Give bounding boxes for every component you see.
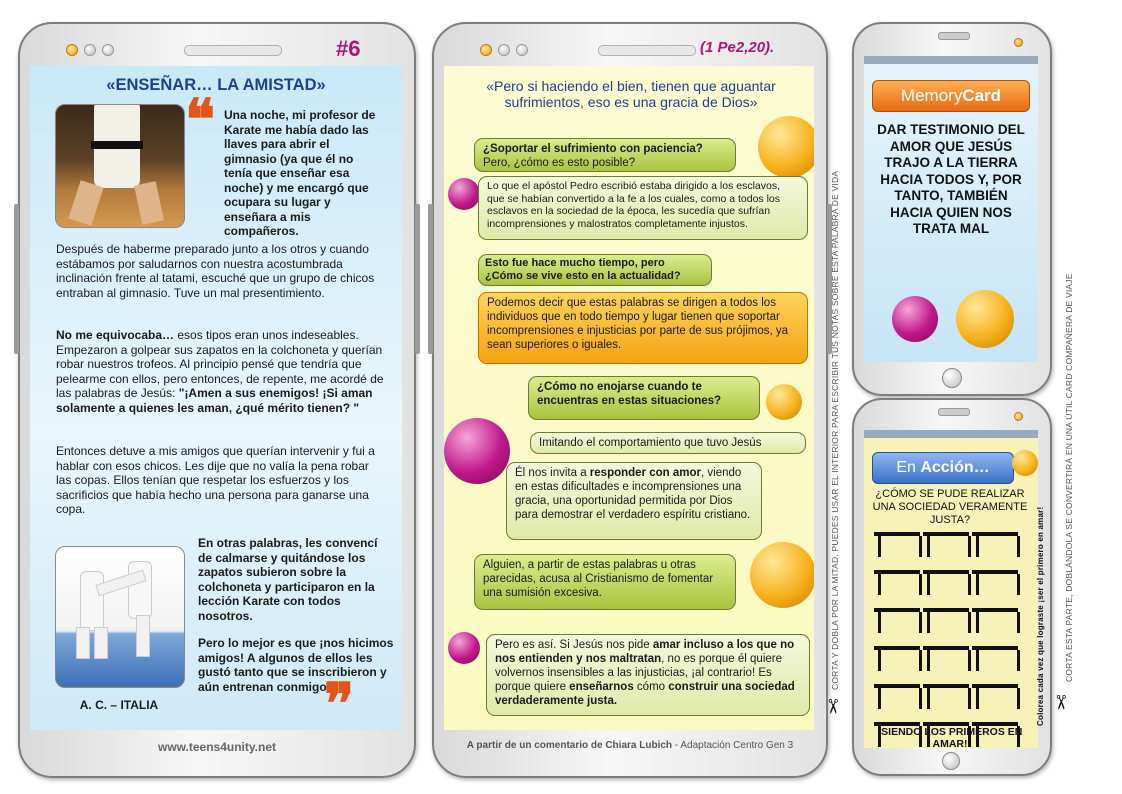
close-quote-icon: ❞ xyxy=(324,671,355,730)
question-2-line-2: ¿Cómo se vive esto en la actualidad? xyxy=(485,270,681,282)
action-question: ¿CÓMO SE PUDE REALIZAR UNA SOCIEDAD VERAMENTE JUSTA? xyxy=(872,488,1028,526)
answer-5-bold-1: amar incluso a los que no nos entienden y nos maltratan xyxy=(495,639,795,665)
action-title-b: Acción… xyxy=(920,459,990,476)
karate-kick-photo xyxy=(55,546,185,688)
magenta-character-icon xyxy=(444,418,510,484)
answer-5-bold-2: enseñarnos xyxy=(569,681,634,693)
story-paragraph-5: Pero lo mejor es que ¡nos hicimos amigos! A algunos de ellos les gustó tanto que se inscribieron y aún entrenan conmigo. xyxy=(198,636,394,694)
action-screen xyxy=(864,430,1038,748)
answer-5-part-3: cómo xyxy=(633,681,669,693)
answer-4-bold: responder con amor xyxy=(589,467,701,479)
action-checkbox[interactable] xyxy=(874,530,920,560)
color-instruction-text: Colorea cada vez que lograste ¡ser el primero en amar! xyxy=(1036,506,1045,726)
magenta-character-icon xyxy=(892,296,938,342)
story-paragraph-2-body: esos tipos eran unos indeseables. Empezaron a golpear sus zapatos en la colchoneta y querían robar nuestros trofeos. Al principio pensé que tendría que pelearme con ellos, pero entonces, de repente, me acordé de las palabras de Jesús: xyxy=(56,328,384,400)
scripture-heading: «Pero si haciendo el bien, tienen que aguantar sufrimientos, eso es una gracia de Dios» xyxy=(486,78,776,110)
action-checkbox[interactable] xyxy=(923,530,969,560)
story-screen xyxy=(30,66,402,730)
camera-dot-icon xyxy=(66,44,78,56)
story-paragraph-1: Después de haberme preparado junto a los otros y cuando estábamos por saludarnos con nuestra acostumbrada inclinación frente al tatami, escuché que un grupo de chicos entraban al gimnasio. Tuve un mal presentimiento. xyxy=(56,242,375,300)
jesus-quote: "¡Amen a sus enemigos! ¡Si aman solamente a quienes les aman, ¿qué mérito tienen? " xyxy=(56,386,373,415)
action-checkbox[interactable] xyxy=(874,644,920,674)
home-button[interactable] xyxy=(942,752,960,770)
camera-dot-icon xyxy=(480,44,492,56)
story-paragraph-2 xyxy=(56,328,386,415)
memory-card-text: DAR TESTIMONIO DEL AMOR QUE JESÚS TRAJO A LA TIERRA HACIA TODOS Y, POR TANTO, TAMBIÉN HACIA QUIEN NOS TRATA MAL xyxy=(877,122,1025,236)
answer-5-part-1: Pero es así. Si Jesús nos pide xyxy=(495,639,653,651)
question-bubble-4: Alguien, a partir de estas palabras u otras parecidas, acusa al Cristianismo de fomentar una sumisión excesiva. xyxy=(474,554,736,610)
website-footer[interactable]: www.teens4unity.net xyxy=(157,740,277,754)
memory-card-button[interactable] xyxy=(872,80,1030,112)
answer-4-pre: Él nos invita a xyxy=(515,467,590,479)
scissors-icon: ✂ xyxy=(820,698,843,715)
action-checkbox[interactable] xyxy=(874,682,920,712)
orange-character-icon xyxy=(766,384,802,420)
orange-character-icon xyxy=(1012,450,1038,476)
story-title: «ENSEÑAR… LA AMISTAD» xyxy=(106,76,326,94)
answer-5-bold-3: construir una sociedad verdaderamente justa. xyxy=(495,681,795,707)
speaker-grille xyxy=(184,45,282,56)
phone-frame-memory-card xyxy=(852,22,1052,396)
orange-character-icon xyxy=(750,542,814,608)
action-checkbox[interactable] xyxy=(972,606,1018,636)
scissors-icon: ✂ xyxy=(1048,694,1071,711)
question-bubble-1 xyxy=(474,138,736,172)
fold-instruction-text: CORTA Y DOBLA POR LA MITAD, PUEDES USAR EL INTERIOR PARA ESCRIBIR TUS NOTAS SOBRE ESTA PALABRA DE VIDA xyxy=(830,170,840,690)
story-paragraph-3: Entonces detuve a mis amigos que querían intervenir y fui a hablar con esos chicos. Les dije que no valía la pena robar las copas. Ellos tenían que respetar los esfuerzos y los sacrificios que había hecho una persona para ganarse una copa. xyxy=(56,444,375,516)
question-bubble-3: ¿Cómo no enojarse cuando te encuentras en estas situaciones? xyxy=(528,376,760,420)
commentary-footer xyxy=(434,740,826,751)
question-1-line-2: Pero, ¿cómo es esto posible? xyxy=(483,157,636,169)
question-2-line-1: Esto fue hace mucho tiempo, pero xyxy=(485,257,665,269)
action-checkbox[interactable] xyxy=(972,644,1018,674)
action-checkbox-grid[interactable] xyxy=(874,530,1030,748)
answer-bubble-1: Lo que el apóstol Pedro escribió estaba dirigido a los esclavos, que se habían convertido a la fe a los cuales, como a todos los esclavos en la sociedad de la época, les sucedía que sufrían incomprensiones y malostratos completamente injustos. xyxy=(478,176,808,240)
answer-bubble-3: Imitando el comportamiento que tuvo Jesús xyxy=(530,432,806,454)
phone-frame-story xyxy=(18,22,416,778)
action-checkbox[interactable] xyxy=(923,644,969,674)
answer-bubble-4 xyxy=(506,462,762,540)
memory-card-title-b: Card xyxy=(962,86,1002,105)
memory-card-title-a: Memory xyxy=(900,86,963,105)
phone-frame-action xyxy=(852,398,1052,776)
memory-card-screen xyxy=(864,56,1038,362)
magenta-character-icon xyxy=(448,178,480,210)
karate-belt-photo xyxy=(55,104,185,228)
action-checkbox[interactable] xyxy=(874,568,920,598)
orange-character-icon xyxy=(758,116,814,178)
speaker-grille xyxy=(598,45,696,56)
question-bubble-2 xyxy=(478,254,712,286)
sensor-dot-icon xyxy=(498,44,510,56)
action-checkbox[interactable] xyxy=(972,530,1018,560)
commentary-footer-source: A partir de un comentario de Chiara Lubich xyxy=(466,740,673,751)
phone-frame-commentary xyxy=(432,22,828,778)
card-cut-instruction-text: CORTA ESTA PARTE, DOBLÁNDOLA SE CONVERTIRÁ EN UNA ÚTIL CARD COMPAÑERA DE VIAJE xyxy=(1064,273,1074,682)
home-button[interactable] xyxy=(942,368,962,388)
story-paragraph-2-lead: No me equivocaba… xyxy=(56,328,175,342)
open-quote-icon: ❝ xyxy=(185,87,216,153)
action-checkbox[interactable] xyxy=(972,682,1018,712)
sensor-dot-icon xyxy=(84,44,96,56)
question-1-line-1: ¿Soportar el sufrimiento con paciencia? xyxy=(483,143,703,155)
commentary-screen xyxy=(444,66,814,730)
story-signature: A. C. – ITALIA xyxy=(79,698,159,712)
issue-number: #6 xyxy=(336,36,361,61)
story-paragraph-4: En otras palabras, les convencí de calmarse y quitándose los zapatos subieron sobre la colchoneta y participaron en la lección Karate con todos nosotros. xyxy=(198,536,378,623)
action-footer: ¡SIENDO LOS PRIMEROS EN AMAR! xyxy=(877,726,1023,748)
action-title-a: En xyxy=(896,459,921,476)
answer-5-part-2: , no es porque él quiere volvernos insensibles a las injusticias, ¡al contrario! Es porque quiere xyxy=(495,653,782,693)
story-intro: Una noche, mi profesor de Karate me había dado las llaves para abrir el gimnasio (ya que él no tenía que enseñar esa noche) y me encargó que ocupara su lugar y enseñara a mis compañeros. xyxy=(224,108,376,238)
action-checkbox[interactable] xyxy=(972,568,1018,598)
commentary-footer-adaptation: - Adaptación Centro Gen 3 xyxy=(672,740,794,751)
action-checkbox[interactable] xyxy=(874,606,920,636)
magenta-character-icon xyxy=(448,632,480,664)
action-title-button[interactable] xyxy=(872,452,1014,484)
answer-bubble-2: Podemos decir que estas palabras se dirigen a todos los individuos que en todo tiempo y lugar tienen que soportar incomprensiones e injusticias por parte de sus prójimos, ya sean superiores o iguales. xyxy=(478,292,808,364)
action-checkbox[interactable] xyxy=(923,682,969,712)
orange-character-icon xyxy=(956,290,1014,348)
bible-reference: (1 Pe2,20). xyxy=(700,39,775,56)
action-checkbox[interactable] xyxy=(923,606,969,636)
sensor-dot-icon xyxy=(516,44,528,56)
sensor-dot-icon xyxy=(102,44,114,56)
answer-4-post: , viendo en estas dificultades e incomprensiones una gracia, una oportunidad permitida por Dios para demostrar el verdadero espíritu cristiano. xyxy=(515,467,751,521)
answer-bubble-5 xyxy=(486,634,810,716)
action-checkbox[interactable] xyxy=(923,568,969,598)
